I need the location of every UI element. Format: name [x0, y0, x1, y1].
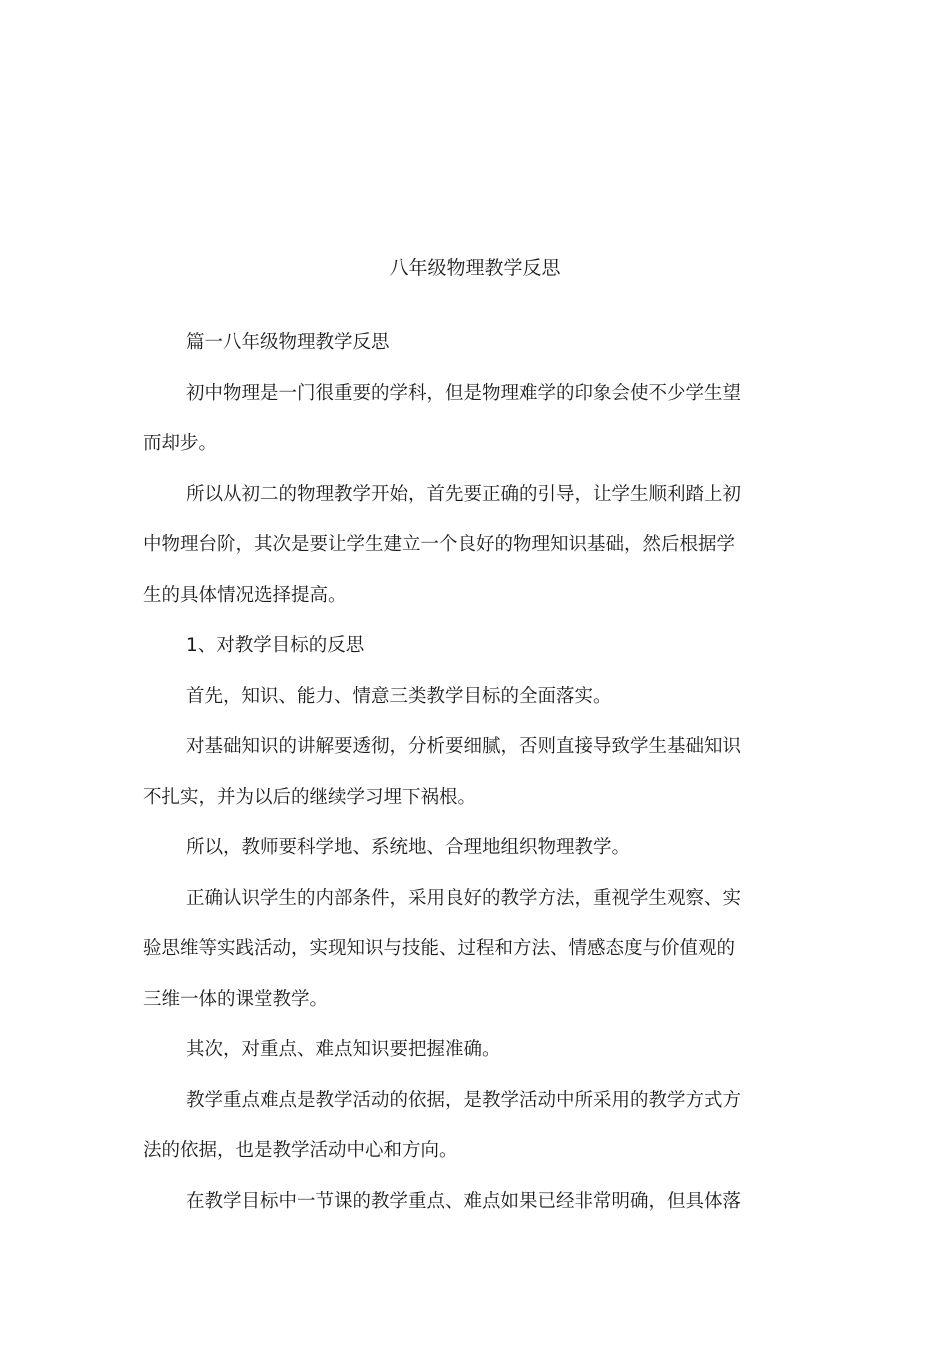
paragraph: [143, 672, 755, 723]
paragraph-line: 验思维等实践活动，实现知识与技能、过程和方法、情感态度与价值观的: [143, 938, 736, 959]
paragraph: [143, 1076, 755, 1177]
paragraph-line: 中物理台阶，其次是要让学生建立一个良好的物理知识基础，然后根据学: [143, 534, 736, 555]
paragraph-line: 不扎实，并为以后的继续学习埋下祸根。: [143, 786, 477, 808]
paragraph: [143, 621, 755, 672]
paragraph-line: 在教学目标中一节课的教学重点、难点如果已经非常明确，但具体落: [186, 1190, 742, 1212]
paragraph-line: 其次，对重点、难点知识要把握准确。: [186, 1039, 501, 1060]
paragraph-line: 初中物理是一门很重要的学科，但是物理难学的印象会使不少学生望: [186, 382, 742, 404]
paragraph-line: 生的具体情况选择提高。: [143, 584, 347, 606]
paragraph-line: 而却步。: [143, 433, 218, 454]
paragraph-line: 对基础知识的讲解要透彻，分析要细腻，否则直接导致学生基础知识: [186, 736, 742, 757]
paragraph: [143, 470, 755, 622]
paragraph: [143, 1177, 755, 1228]
paragraph-line: 法的依据，也是教学活动中心和方向。: [143, 1140, 458, 1161]
paragraph-line: 篇一八年级物理教学反思: [186, 332, 390, 353]
paragraph: [143, 874, 755, 1026]
paragraph: [143, 722, 755, 823]
paragraph-line: 所以从初二的物理教学开始，首先要正确的引导，让学生顺利踏上初: [186, 483, 742, 505]
paragraph-line: 三维一体的课堂教学。: [143, 988, 329, 1010]
document-title: 八年级物理教学反思: [389, 257, 561, 279]
paragraph-line: 正确认识学生的内部条件，采用良好的教学方法，重视学生观察、实: [186, 887, 742, 909]
paragraph: [143, 318, 755, 369]
paragraph-line: 1、对教学目标的反思: [186, 635, 365, 656]
paragraph-line: 首先，知识、能力、情意三类教学目标的全面落实。: [186, 685, 612, 707]
paragraph: [143, 369, 755, 470]
paragraph-line: 所以，教师要科学地、系统地、合理地组织物理教学。: [186, 837, 631, 858]
paragraph: [143, 1025, 755, 1076]
paragraph-line: 教学重点难点是教学活动的依据，是教学活动中所采用的教学方式方: [186, 1089, 742, 1111]
document-body: [143, 318, 755, 1227]
paragraph: [143, 823, 755, 874]
